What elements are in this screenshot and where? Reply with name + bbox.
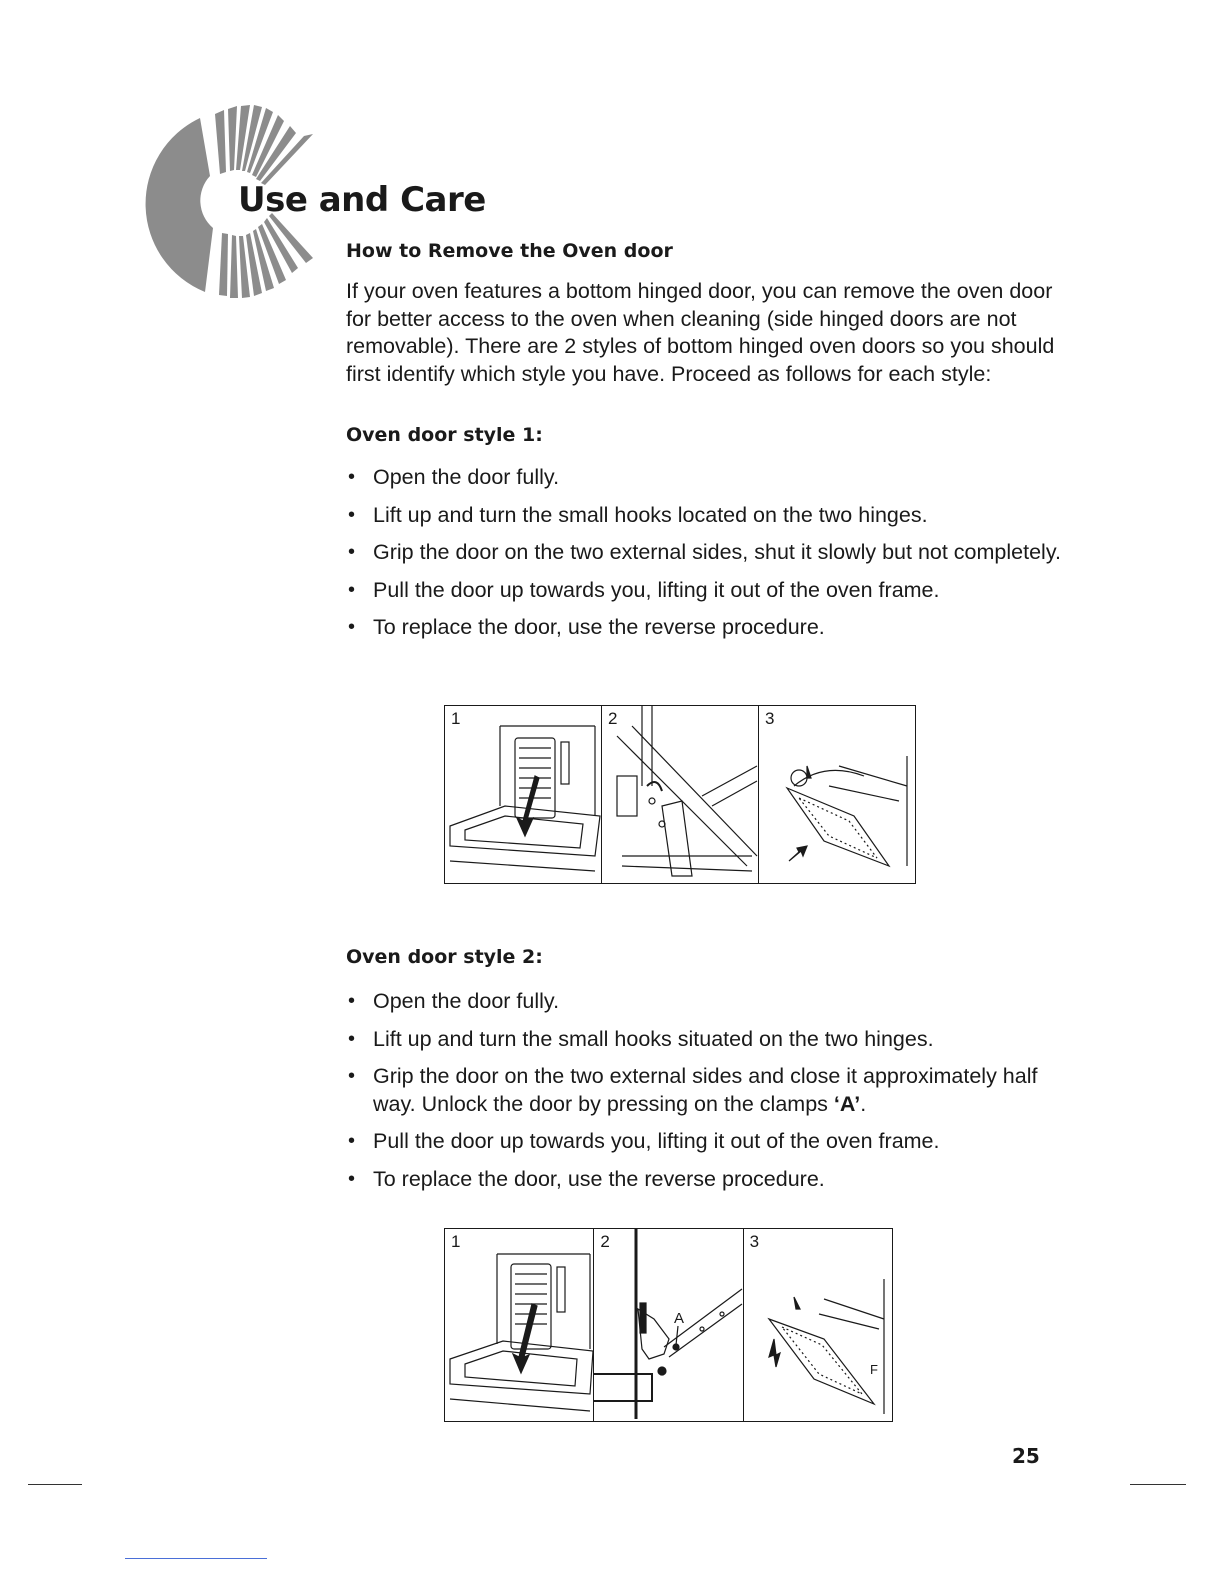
style2-steps	[346, 988, 1066, 1203]
list-item: • Open the door fully.	[346, 988, 1066, 1016]
hinge-marker-label: F	[869, 1362, 878, 1377]
step-text: Grip the door on the two external sides and close it approximately half way. Unlock the door by pressing on the clamps	[373, 1064, 1038, 1116]
list-item: • Lift up and turn the small hooks situated on the two hinges.	[346, 1026, 1066, 1054]
panel-number: 3	[765, 709, 775, 728]
oven-open-door-illustration	[445, 706, 601, 883]
style1-panel-1	[445, 706, 602, 883]
style1-heading: Oven door style 1:	[346, 424, 543, 446]
style1-figure	[444, 705, 916, 884]
footer-rule	[125, 1558, 267, 1559]
list-item: • Grip the door on the two external sides, shut it slowly but not completely.	[346, 539, 1066, 567]
style2-figure	[444, 1228, 893, 1422]
style1-steps	[346, 464, 1066, 642]
page-heading: How to Remove the Oven door	[346, 240, 673, 262]
list-item: • Open the door fully.	[346, 464, 1066, 492]
style1-panel-3	[759, 706, 915, 883]
crop-mark-right	[1130, 1484, 1186, 1485]
intro-paragraph: If your oven features a bottom hinged door, you can remove the oven door for better access to the oven when cleaning (side hinged doors are not removable). There are 2 styles of bottom hinged oven doors so you should first identify which style you have. Proceed as follows for each style:	[346, 279, 1055, 386]
door-lift-out-illustration	[759, 706, 915, 883]
list-item: • To replace the door, use the reverse procedure.	[346, 614, 1066, 642]
page-number: 25	[1012, 1444, 1040, 1468]
list-item: • Lift up and turn the small hooks located on the two hinges.	[346, 502, 1066, 530]
list-item: • Pull the door up towards you, lifting it out of the oven frame.	[346, 577, 1066, 605]
style1-panel-2	[602, 706, 759, 883]
panel-number: 2	[600, 1232, 610, 1251]
panel-number: 2	[608, 709, 618, 728]
list-item: • Pull the door up towards you, lifting it out of the oven frame.	[346, 1128, 1066, 1156]
panel-number: 3	[749, 1232, 760, 1251]
style2-panel-2	[594, 1229, 743, 1421]
panel-number: 1	[451, 1232, 461, 1251]
clamp-marker-label: A	[674, 1310, 685, 1327]
panel-number: 1	[451, 709, 461, 728]
section-title: Use and Care	[238, 180, 486, 220]
list-item: • To replace the door, use the reverse procedure.	[346, 1166, 1066, 1194]
clamp-unlock-illustration	[594, 1229, 743, 1421]
door-lift-out-illustration	[744, 1229, 893, 1421]
style2-panel-1	[445, 1229, 594, 1421]
main-content	[346, 240, 1066, 652]
list-item	[346, 1063, 1066, 1118]
oven-open-door-illustration	[445, 1229, 594, 1421]
hinge-hook-illustration	[602, 706, 758, 883]
crop-mark-left	[28, 1484, 82, 1485]
style2-heading: Oven door style 2:	[346, 946, 543, 968]
clamp-label: ‘A’	[833, 1091, 861, 1116]
step-text-end: .	[860, 1091, 867, 1116]
style2-panel-3	[744, 1229, 892, 1421]
